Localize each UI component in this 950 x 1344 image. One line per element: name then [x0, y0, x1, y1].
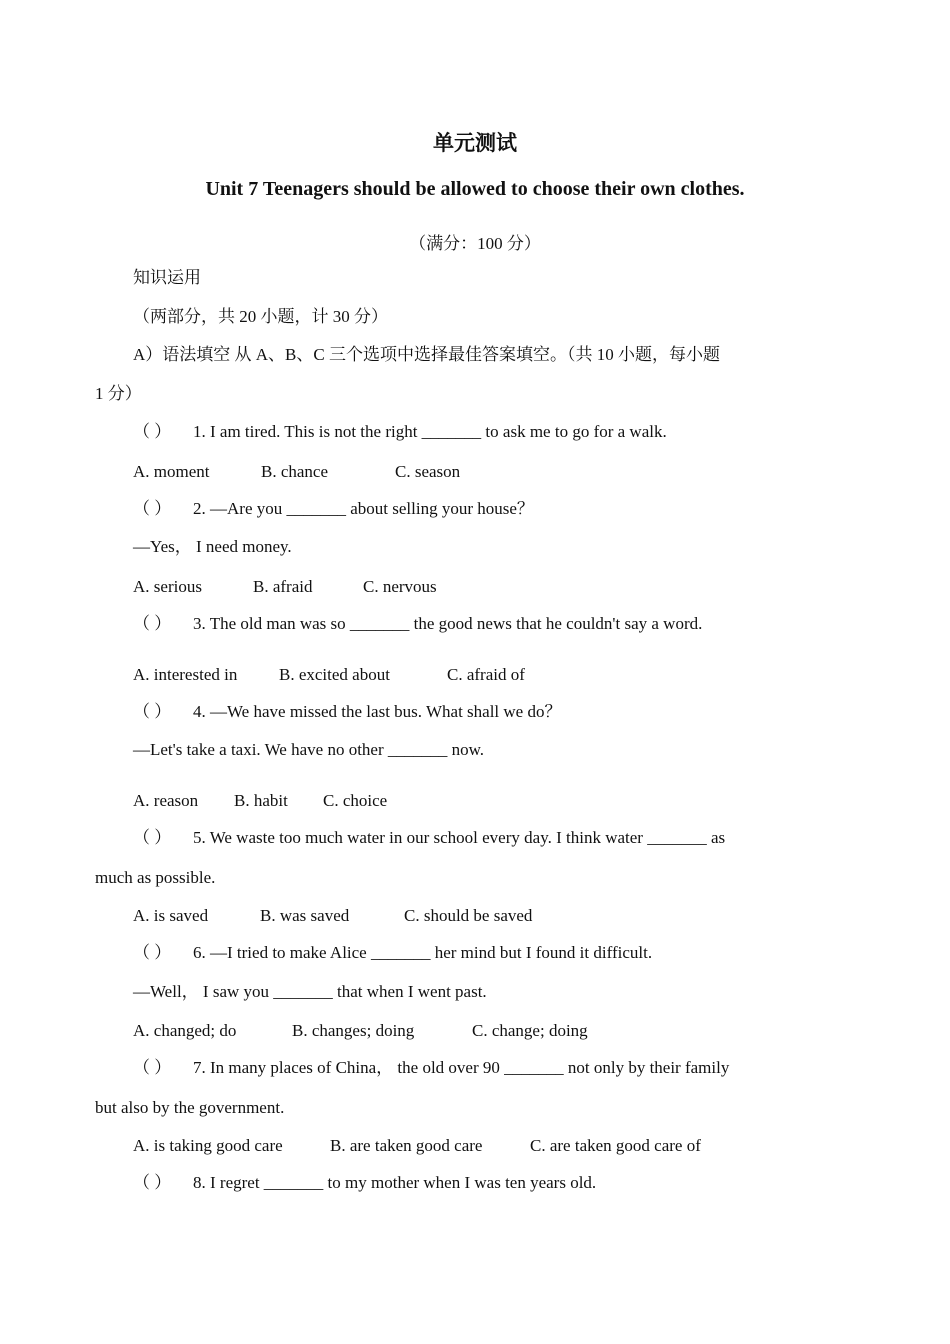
- option-a: A. moment: [133, 462, 210, 481]
- option-b: B. are taken good care: [330, 1136, 483, 1155]
- answer-blank[interactable]: （ ）: [133, 1058, 172, 1077]
- question-3: [133, 613, 702, 635]
- question-8: [133, 1172, 596, 1194]
- option-b: B. habit: [234, 791, 288, 810]
- question-stem: 5. We waste too much water in our school every day. I think water _______ as: [193, 828, 726, 847]
- option-b: B. chance: [261, 462, 329, 481]
- option-a: A. reason: [133, 791, 199, 810]
- option-c: C. nervous: [363, 577, 437, 596]
- option-b: B. was saved: [260, 906, 350, 925]
- question-5-options: [133, 905, 532, 927]
- option-a: A. is saved: [133, 906, 209, 925]
- answer-blank[interactable]: （ ）: [133, 943, 172, 962]
- option-b: B. afraid: [253, 577, 313, 596]
- option-c: C. season: [395, 462, 461, 481]
- question-6-reply: —Well， I saw you _______ that when I went past.: [133, 982, 487, 1001]
- full-score: （满分：100 分）: [409, 234, 541, 253]
- answer-blank[interactable]: （ ）: [133, 1173, 172, 1192]
- option-c: C. change; doing: [472, 1021, 588, 1040]
- answer-blank[interactable]: （ ）: [133, 702, 172, 721]
- question-1: [133, 421, 667, 443]
- option-c: C. afraid of: [447, 665, 525, 684]
- question-stem: 6. —I tried to make Alice _______ her mind but I found it difficult.: [193, 943, 653, 962]
- option-c: C. are taken good care of: [530, 1136, 701, 1155]
- section-name: 知识运用: [133, 268, 201, 287]
- answer-blank[interactable]: （ ）: [133, 422, 172, 441]
- option-a: A. is taking good care: [133, 1136, 283, 1155]
- unit-subtitle: Unit 7 Teenagers should be allowed to choose their own clothes.: [205, 178, 745, 200]
- option-a: A. serious: [133, 577, 202, 596]
- question-stem: 8. I regret _______ to my mother when I was ten years old.: [193, 1173, 597, 1192]
- question-6-options: [133, 1020, 588, 1042]
- question-7-options: [133, 1135, 701, 1157]
- question-stem: 3. The old man was so _______ the good news that he couldn't say a word.: [193, 614, 703, 633]
- question-stem: 1. I am tired. This is not the right _______ to ask me to go for a walk.: [193, 422, 667, 441]
- question-stem: 4. —We have missed the last bus. What shall we do？: [193, 702, 562, 721]
- question-4-reply: —Let's take a taxi. We have no other _______ now.: [133, 740, 485, 759]
- section-desc: （两部分，共 20 小题，计 30 分）: [133, 307, 388, 326]
- option-b: B. changes; doing: [292, 1021, 415, 1040]
- question-2-options: [133, 576, 437, 598]
- question-2-reply: —Yes， I need money.: [133, 537, 292, 556]
- answer-blank[interactable]: （ ）: [133, 614, 172, 633]
- question-stem: 7. In many places of China， the old over 90 _______ not only by their family: [193, 1058, 730, 1077]
- question-2: [133, 498, 534, 520]
- question-7: [133, 1057, 729, 1079]
- question-7-stem-cont: but also by the government.: [95, 1098, 285, 1117]
- option-c: C. should be saved: [404, 906, 533, 925]
- part-a-instructions-cont: 1 分）: [95, 384, 142, 403]
- answer-blank[interactable]: （ ）: [133, 499, 172, 518]
- part-a-instructions: A）语法填空 从 A、B、C 三个选项中选择最佳答案填空。（共 10 小题，每小题: [133, 345, 720, 364]
- answer-blank[interactable]: （ ）: [133, 828, 172, 847]
- page-title: 单元测试: [433, 131, 517, 155]
- option-b: B. excited about: [279, 665, 390, 684]
- question-stem: 2. —Are you _______ about selling your house？: [193, 499, 534, 518]
- option-a: A. changed; do: [133, 1021, 237, 1040]
- option-a: A. interested in: [133, 665, 238, 684]
- question-4-options: [133, 790, 387, 812]
- question-1-options: [133, 461, 460, 483]
- option-c: C. choice: [323, 791, 388, 810]
- question-5: [133, 827, 725, 849]
- question-3-options: [133, 664, 525, 686]
- question-6: [133, 942, 652, 964]
- question-4: [133, 701, 561, 723]
- question-5-stem-cont: much as possible.: [95, 868, 216, 887]
